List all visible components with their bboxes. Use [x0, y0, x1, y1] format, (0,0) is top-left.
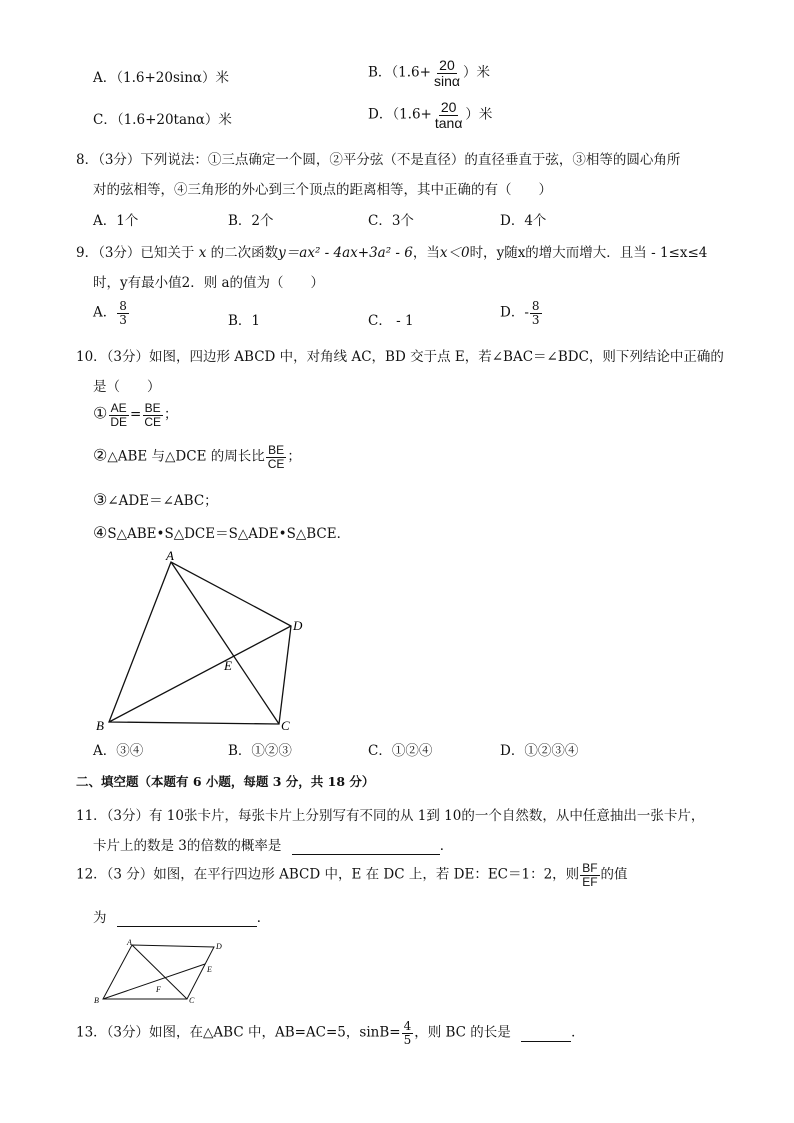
q7-option-d-pre: （1.6+	[392, 106, 432, 123]
q10-line-2: 是（ ）	[93, 379, 161, 395]
q7-option-c	[93, 108, 232, 128]
q10-label-c: C	[281, 718, 290, 733]
q10-item1-eq: =	[130, 406, 142, 423]
q9-option-d	[500, 300, 543, 326]
q12-end: ．	[256, 910, 271, 926]
q10-item1-end: ；	[164, 406, 178, 423]
q13-frac-num: 4	[403, 1019, 412, 1033]
q10-item-3	[93, 489, 218, 509]
q11-end: ．	[439, 838, 454, 854]
q10-diagonal-ac	[171, 562, 279, 724]
q9-option-a-num: 8	[119, 299, 127, 313]
q12-label-c: C	[189, 996, 195, 1005]
q10-item2-mark: ②	[93, 445, 108, 465]
q7-option-a-label: A．	[93, 70, 117, 86]
q7-option-d-fraction	[433, 100, 465, 130]
q10-label-a: A	[166, 548, 174, 563]
q13-frac-den: 5	[403, 1032, 412, 1047]
q10-item1-mark: ①	[93, 403, 108, 423]
q12-line1-end: 的值	[600, 866, 628, 883]
q9-x: x	[198, 245, 207, 261]
q9-option-c: C． - 1	[368, 313, 414, 329]
q7-option-d-den: tanα	[434, 114, 463, 131]
q9-line-2: 时，y有最小值2．则 a的值为（ ）	[93, 275, 325, 291]
q9-line-1	[76, 241, 707, 261]
q9-function: y＝ax² - 4ax+3a² - 6	[278, 245, 413, 261]
q12-frac-den: EF	[582, 874, 598, 889]
q9-line1-e: y随x的增大而增大．且当 - 1≤x≤4	[496, 245, 708, 261]
q9-option-d-fraction	[530, 300, 542, 326]
q7-option-d-post: ）米	[465, 106, 493, 123]
q11-line-1: 11．（3分）有 10张卡片，每张卡片上分别写有不同的从 1到 10的一个自然数，从中任意抽出一张卡片，	[76, 808, 705, 824]
q10-item3-text: ∠ADE＝∠ABC；	[107, 493, 218, 509]
q7-option-c-label: C．	[93, 112, 117, 128]
q13-fraction	[402, 1020, 414, 1046]
q8-option-a: A．1个	[93, 213, 139, 229]
q10-option-c: C．①②④	[368, 743, 433, 759]
q7-option-a	[93, 66, 229, 86]
q13-line	[76, 1020, 585, 1046]
q12-line1-text: 12．（3 分）如图，在平行四边形 ABCD 中，E 在 DC 上，若 DE：EC＝1：2，则	[76, 866, 580, 883]
q9-option-a	[93, 300, 130, 326]
q7-option-b-num: 20	[439, 57, 455, 73]
q12-fraction	[580, 862, 599, 888]
q9-option-b: B．1	[228, 313, 261, 329]
q9-line1-d: 时，	[469, 245, 497, 261]
q12-line-1	[76, 862, 628, 888]
q12-label-a: A	[127, 938, 132, 947]
q7-option-b-label: B．	[368, 64, 392, 81]
q10-label-d: D	[293, 618, 303, 633]
q12-label-e: E	[207, 965, 212, 974]
q9-option-d-label: D．	[500, 304, 525, 321]
q10-item-4	[93, 522, 350, 542]
q9-option-a-label: A．	[93, 304, 117, 321]
q10-item-2	[93, 444, 301, 470]
q9-line1-c: ，当	[412, 245, 440, 261]
q10-item2-text: △ABE 与△DCE 的周长比	[107, 448, 265, 465]
q12-line-2	[93, 906, 270, 927]
q11-line-2	[93, 834, 453, 855]
q10-item2-end: ；	[287, 448, 301, 465]
q12-label-b: B	[94, 996, 99, 1005]
q7-option-c-text: （1.6+20tanα）米	[116, 112, 232, 128]
q8-option-b: B．2个	[228, 213, 274, 229]
q10-item1-d1: DE	[110, 414, 128, 429]
q10-item2-n: BE	[268, 443, 285, 457]
q9-condition: x＜0	[439, 245, 470, 261]
q12-frac-num: BF	[582, 861, 598, 875]
q10-quadrilateral-outline	[109, 562, 291, 724]
q9-line1-b: 的二次函数	[210, 245, 279, 261]
q10-option-b: B．①②③	[228, 743, 292, 759]
q9-option-d-sign: -	[524, 304, 529, 321]
q7-option-b-den: sinα	[433, 72, 460, 89]
q10-quadrilateral-figure	[90, 548, 320, 738]
q13-end: ．	[571, 1024, 585, 1041]
q12-parallelogram-figure	[90, 936, 240, 1008]
q7-option-a-text: （1.6+20sinα）米	[116, 70, 230, 86]
q9-option-a-den: 3	[119, 312, 127, 327]
q12-answer-blank[interactable]	[117, 910, 257, 927]
q10-diagonal-bd	[109, 626, 291, 722]
q9-option-d-den: 3	[531, 312, 540, 327]
q10-option-a: A．③④	[93, 743, 144, 759]
q13-pre: 13．（3分）如图，在△ABC 中，AB=AC=5，sinB=	[76, 1024, 401, 1041]
q10-item4-mark: ④	[93, 523, 108, 542]
q10-label-e: E	[224, 658, 232, 673]
q10-item3-mark: ③	[93, 490, 108, 509]
q8-line-1: 8．（3分）下列说法：①三点确定一个圆，②平分弦（不是直径）的直径垂直于弦，③相等的圆心角所	[76, 152, 681, 168]
q10-item1-n1: AE	[110, 401, 127, 415]
q11-line2-text: 卡片上的数是 3的倍数的概率是	[93, 838, 282, 854]
q9-line1-a: 9．（3分）已知关于	[76, 245, 195, 261]
q7-option-d	[368, 100, 492, 130]
q10-label-b: B	[96, 718, 104, 733]
section-2-title: 二、填空题（本题有 6 小题，每题 3 分，共 18 分）	[76, 774, 375, 789]
q7-option-b	[368, 58, 490, 88]
q9-option-a-fraction	[117, 300, 129, 326]
q10-item2-frac	[266, 444, 287, 470]
q7-option-b-fraction	[432, 58, 462, 88]
q10-item1-frac1	[108, 402, 129, 428]
q8-option-c: C．3个	[368, 213, 414, 229]
q12-label-d: D	[216, 942, 222, 951]
q7-option-b-pre: （1.6+	[391, 64, 431, 81]
q10-item4-text: S△ABE•S△DCE＝S△ADE•S△BCE．	[107, 526, 351, 542]
q10-item1-n2: BE	[144, 401, 161, 415]
q7-option-d-label: D．	[368, 106, 393, 123]
q8-line-2: 对的弦相等，④三角形的外心到三个顶点的距离相等，其中正确的有（ ）	[93, 182, 552, 198]
q8-option-d: D．4个	[500, 213, 547, 229]
q12-line2-text: 为	[93, 910, 107, 926]
q10-item-1	[93, 402, 178, 428]
q10-option-d: D．①②③④	[500, 743, 579, 759]
q10-item1-d2: CE	[144, 414, 161, 429]
q10-line-1: 10．（3分）如图，四边形 ABCD 中，对角线 AC，BD 交于点 E，若∠BAC＝∠BDC，则下列结论中正确的	[76, 349, 724, 365]
q11-answer-blank[interactable]	[292, 838, 440, 855]
q7-option-b-post: ）米	[462, 64, 490, 81]
q9-option-d-num: 8	[531, 299, 540, 313]
q13-answer-blank[interactable]	[521, 1025, 571, 1042]
q10-item1-frac2	[142, 402, 163, 428]
q13-post: ，则 BC 的长是	[414, 1024, 511, 1041]
q7-option-d-num: 20	[440, 99, 457, 115]
q10-item2-d: CE	[267, 456, 285, 471]
q12-label-f: F	[156, 985, 161, 994]
